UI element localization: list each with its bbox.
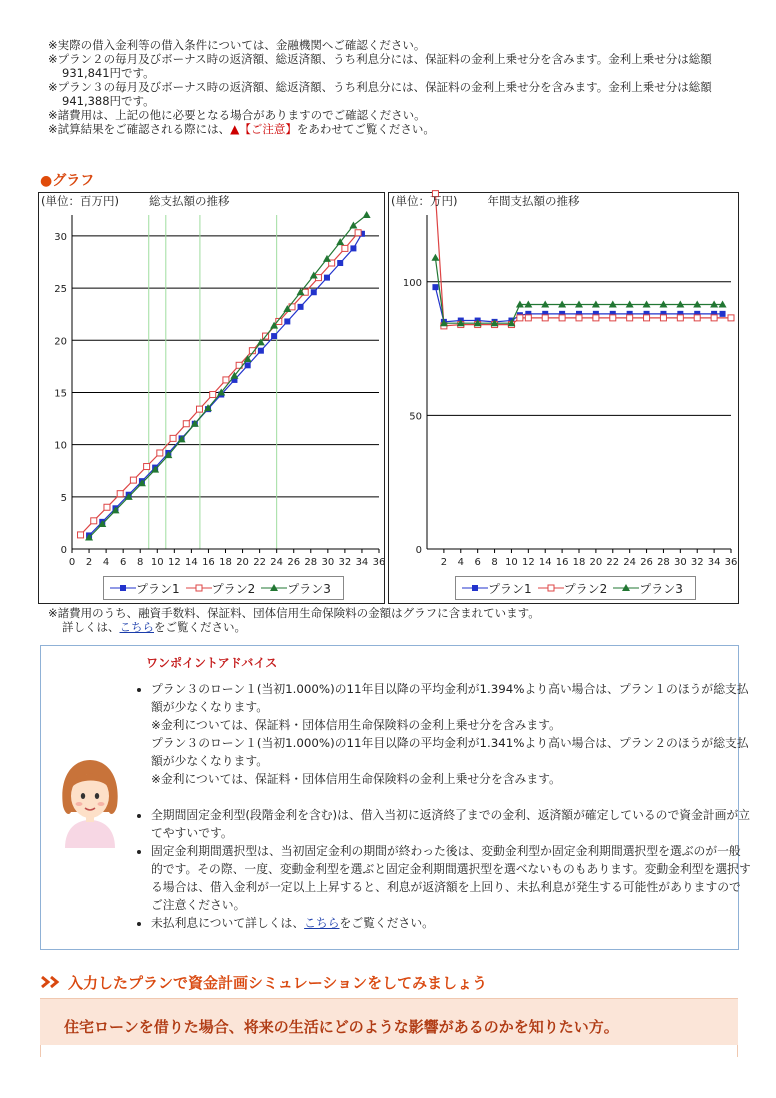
x-tick-label: 2 xyxy=(85,557,93,568)
x-tick-label: 32 xyxy=(338,557,352,568)
x-tick-label: 8 xyxy=(491,557,498,568)
data-point xyxy=(525,315,531,321)
data-point xyxy=(593,315,599,321)
x-tick-label: 22 xyxy=(606,557,620,568)
y-tick-label: 0 xyxy=(60,545,67,556)
y-tick-label: 5 xyxy=(60,492,67,504)
simulation-option-inner xyxy=(40,1045,738,1057)
advice-box xyxy=(40,645,751,950)
advice-item xyxy=(151,680,751,788)
note-line: ※プラン３の毎月及びボーナス時の返済額、総返済額、うち利息分には、保証料の金利上乗せ分を含みます。金利上乗せ分は総額941,388円です。 xyxy=(48,80,712,108)
data-point xyxy=(311,289,317,295)
data-point xyxy=(210,392,216,398)
x-tick-label: 36 xyxy=(724,557,738,568)
legend-item xyxy=(462,580,532,597)
legend-square-marker xyxy=(462,583,488,593)
legend-item xyxy=(538,580,608,597)
x-tick-label: 22 xyxy=(253,557,266,568)
graph-note-line: ※諸費用のうち、融資手数料、保証料、団体信用生命保険料の金額はグラフに含まれています。 xyxy=(48,606,540,620)
data-point xyxy=(660,315,666,321)
x-tick-label: 36 xyxy=(372,557,386,568)
data-point xyxy=(576,315,582,321)
advisor-avatar-icon xyxy=(59,756,121,848)
data-point xyxy=(542,315,548,321)
x-tick-label: 4 xyxy=(102,557,110,568)
y-tick-label: 30 xyxy=(54,231,67,243)
x-tick-label: 18 xyxy=(572,557,586,568)
data-point xyxy=(196,406,202,412)
chart-unit: (単位：百万円) xyxy=(41,194,119,208)
data-point xyxy=(728,315,734,321)
x-tick-label: 24 xyxy=(270,557,284,568)
x-tick-label: 18 xyxy=(219,557,232,568)
data-point xyxy=(720,311,726,317)
legend-open-square-marker xyxy=(538,583,564,593)
series-line xyxy=(435,194,731,326)
note-line: ※諸費用は、上記の他に必要となる場合がありますのでご確認ください。 xyxy=(48,108,426,122)
data-point xyxy=(431,254,439,261)
advice-item: • 全期間固定金利型(段階金利を含む)は、借入当初に返済終了までの金利、返済額が確定しているので資金計画が立てやすいです。 xyxy=(151,806,751,842)
simulation-heading-text: 入力したプランで資金計画シミュレーションをしてみましょう xyxy=(68,974,488,992)
graph-note-text: 詳しくは、 xyxy=(62,620,120,634)
x-tick-label: 32 xyxy=(690,557,704,568)
annual-payment-chart-svg xyxy=(389,193,738,603)
warning-icon: ▲ xyxy=(230,122,240,136)
legend-square-marker xyxy=(110,583,136,593)
data-point xyxy=(78,532,84,538)
x-tick-label: 26 xyxy=(640,557,653,568)
data-point xyxy=(517,315,523,321)
x-tick-label: 10 xyxy=(150,557,164,568)
annual-payment-chart xyxy=(388,192,739,604)
graph-note-line xyxy=(48,620,540,634)
series-line xyxy=(89,215,367,538)
y-tick-label: 20 xyxy=(54,336,67,348)
advice-spacer xyxy=(151,788,751,806)
data-point xyxy=(91,518,97,524)
x-tick-label: 6 xyxy=(474,557,481,568)
legend-item xyxy=(613,580,683,597)
data-point xyxy=(363,211,371,218)
note-text: ※試算結果をご確認される際には、 xyxy=(48,122,231,136)
x-tick-label: 20 xyxy=(236,557,249,568)
data-point xyxy=(183,421,189,427)
data-point xyxy=(324,275,330,281)
graph-section-title xyxy=(40,170,94,190)
legend-label: プラン3 xyxy=(287,581,331,596)
x-tick-label: 30 xyxy=(673,557,687,568)
x-tick-label: 6 xyxy=(119,557,127,568)
y-tick-label: 0 xyxy=(415,545,422,556)
note-line: ※実際の借入金利等の借入条件については、金融機関へご確認ください。 xyxy=(48,38,426,52)
x-tick-label: 0 xyxy=(68,557,76,568)
legend-item xyxy=(186,580,256,597)
x-tick-label: 14 xyxy=(538,557,552,568)
chart-title: 総支払額の推移 xyxy=(148,194,230,208)
data-point xyxy=(245,362,251,368)
note-line: ※プラン２の毎月及びボーナス時の返済額、総返済額、うち利息分には、保証料の金利上乗せ分を含みます。金利上乗せ分は総額931,841円です。 xyxy=(48,52,712,80)
advice-text: 未払利息について詳しくは、 xyxy=(151,916,305,930)
data-point xyxy=(130,477,136,483)
y-tick-label: 10 xyxy=(54,440,67,452)
caution-link[interactable]: 【ご注意】 xyxy=(239,122,297,136)
data-point xyxy=(144,464,150,470)
x-tick-label: 16 xyxy=(555,557,569,568)
data-point xyxy=(284,318,290,324)
double-chevron-right-icon xyxy=(40,975,62,989)
data-point xyxy=(104,504,110,510)
y-tick-label: 15 xyxy=(54,388,67,400)
legend-label: プラン2 xyxy=(211,581,256,596)
data-point xyxy=(644,315,650,321)
data-point xyxy=(627,315,633,321)
advice-text: • プラン３のローン１(当初1.000%)の11年目以降の平均金利が1.394%より高い場合は、プラン１のほうが総支払額が少なくなります。 xyxy=(151,682,749,714)
advice-text: をご覧ください。 xyxy=(339,916,434,930)
legend-triangle-marker xyxy=(261,583,287,593)
advice-text: プラン３のローン１(当初1.000%)の11年目以降の平均金利が1.341%より高い場合は、プラン２のほうが総支払額が少なくなります。 xyxy=(151,736,749,768)
chart-title: 年間支払額の推移 xyxy=(487,194,580,208)
notes-block xyxy=(48,38,738,136)
advice-item xyxy=(151,914,751,932)
advice-text: ※金利については、保証料・団体信用生命保険料の金利上乗せ分を含みます。 xyxy=(151,772,561,786)
y-tick-label: 25 xyxy=(54,284,67,296)
data-point xyxy=(350,245,356,251)
y-tick-label: 100 xyxy=(402,277,422,289)
note-text: をあわせてご覧ください。 xyxy=(296,122,435,136)
details-link[interactable]: こちら xyxy=(119,620,154,634)
graph-note-text: をご覧ください。 xyxy=(154,620,246,634)
total-payment-chart xyxy=(38,192,385,604)
x-tick-label: 4 xyxy=(457,557,464,568)
graph-note xyxy=(48,606,540,634)
data-point xyxy=(223,377,229,383)
total-payment-chart-svg xyxy=(39,193,384,603)
x-tick-label: 2 xyxy=(440,557,448,568)
legend-open-square-marker xyxy=(186,583,212,593)
unpaid-interest-link[interactable]: こちら xyxy=(304,916,340,930)
x-tick-label: 30 xyxy=(321,557,335,568)
x-tick-label: 28 xyxy=(304,557,318,568)
x-tick-label: 14 xyxy=(185,557,198,568)
data-point xyxy=(271,333,277,339)
data-point xyxy=(337,260,343,266)
data-point xyxy=(355,230,361,236)
bullet-dot-icon: ● xyxy=(40,173,53,189)
x-tick-label: 28 xyxy=(657,557,670,568)
data-point xyxy=(342,245,348,251)
data-point xyxy=(677,315,683,321)
simulation-option-box[interactable] xyxy=(40,998,738,1055)
chart-legend xyxy=(455,576,696,600)
note-line-warning xyxy=(48,122,738,136)
advice-text: ※金利については、保証料・団体信用生命保険料の金利上乗せ分を含みます。 xyxy=(151,718,561,732)
legend-item xyxy=(110,580,180,597)
advice-item: • 固定金利期間選択型は、当初固定金利の期間が終わった後は、変動金利型か固定金利期間選択型を選ぶのが一般的です。その際、一度、変動金利型を選ぶと固定金利期間選択型を選べないものもあります。変動金利型を選択する場合は、借入金利が一定以上上昇すると、利息が返済額を上回り、未払利息が発生する可能性がありますのでご注意ください。 xyxy=(151,842,751,914)
chart-header xyxy=(391,193,609,209)
legend-item xyxy=(261,580,331,597)
data-point xyxy=(117,491,123,497)
x-tick-label: 34 xyxy=(355,557,369,568)
chart-legend xyxy=(103,576,344,600)
legend-label: プラン2 xyxy=(563,581,608,596)
x-tick-label: 10 xyxy=(505,557,518,568)
simulation-option-text: 住宅ローンを借りた場合、将来の生活にどのような影響があるのかを知りたい方。 xyxy=(64,1018,619,1036)
x-tick-label: 26 xyxy=(287,557,301,568)
chart-header xyxy=(41,193,259,209)
data-point xyxy=(157,450,163,456)
x-tick-label: 24 xyxy=(623,557,637,568)
data-point xyxy=(610,315,616,321)
x-tick-label: 12 xyxy=(521,557,535,568)
chart-unit: (単位：万円) xyxy=(391,194,458,208)
data-point xyxy=(432,284,438,290)
legend-label: プラン1 xyxy=(136,581,180,596)
legend-label: プラン1 xyxy=(488,581,532,596)
data-point xyxy=(258,348,264,354)
data-point xyxy=(298,304,304,310)
advice-list xyxy=(131,680,751,932)
data-point xyxy=(694,315,700,321)
y-tick-label: 50 xyxy=(409,411,422,423)
x-tick-label: 20 xyxy=(589,557,603,568)
legend-triangle-marker xyxy=(613,583,639,593)
data-point xyxy=(711,315,717,321)
legend-label: プラン3 xyxy=(639,581,683,596)
simulation-heading xyxy=(40,972,487,993)
advice-title: ワンポイントアドバイス xyxy=(146,656,278,670)
x-tick-label: 16 xyxy=(202,557,215,568)
data-point xyxy=(170,435,176,441)
x-tick-label: 34 xyxy=(707,557,721,568)
section-title-text: グラフ xyxy=(52,173,95,189)
x-tick-label: 12 xyxy=(167,557,181,568)
data-point xyxy=(559,315,565,321)
x-tick-label: 8 xyxy=(137,557,144,568)
